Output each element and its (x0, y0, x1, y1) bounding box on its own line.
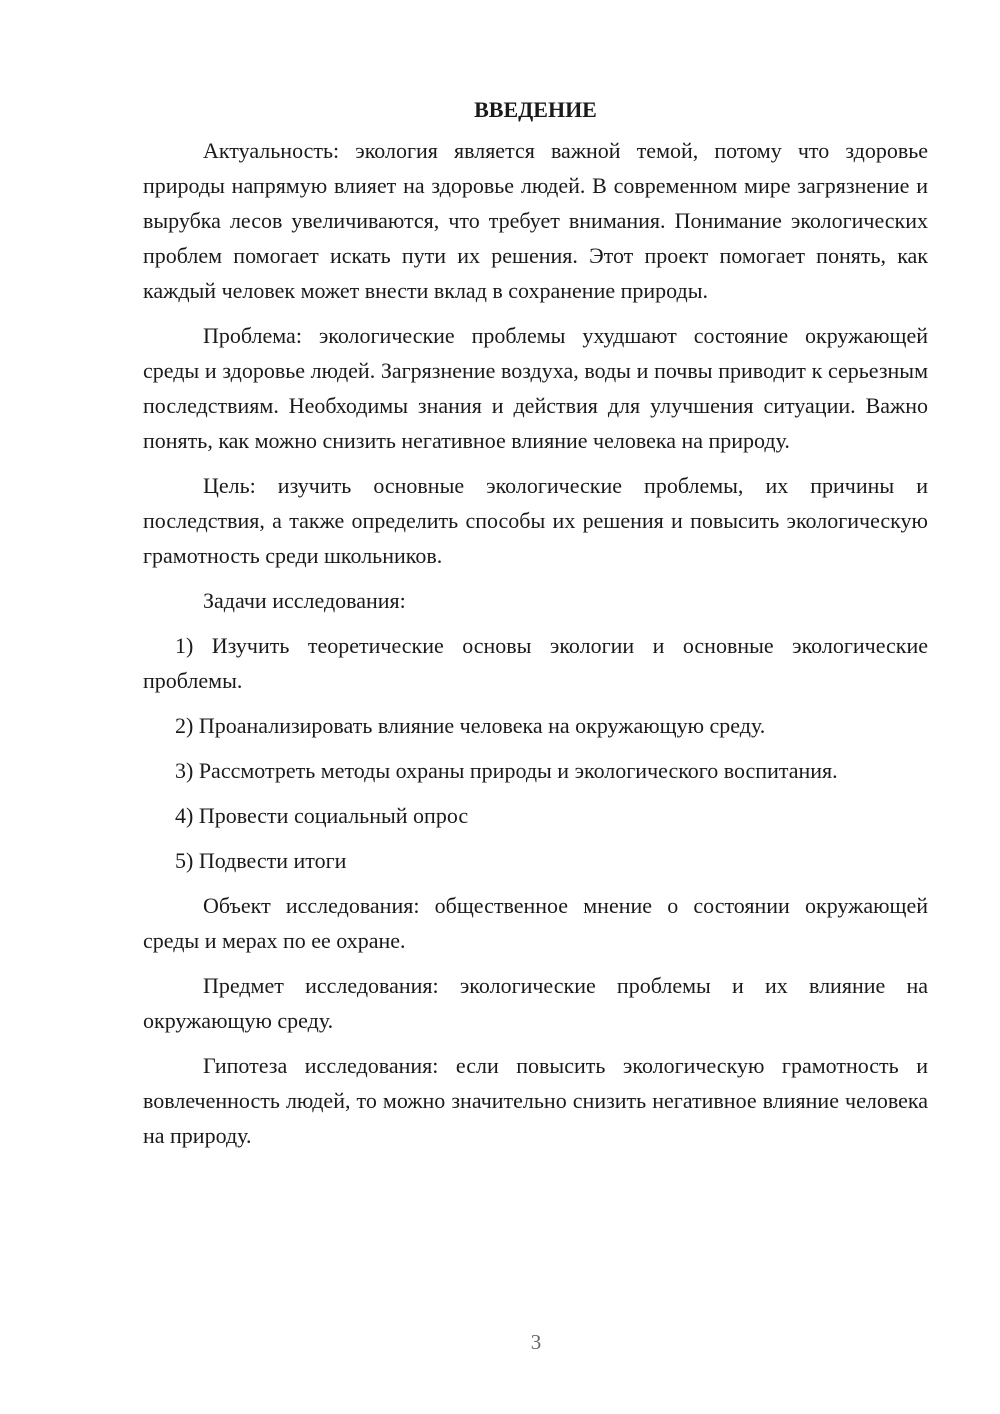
section-title: ВВЕДЕНИЕ (474, 97, 597, 122)
goal-paragraph: Цель: изучить основные экологические проблемы, их причины и последствия, а также определить способы их решения и повысить экологическую грамотность среди школьников. (143, 473, 928, 568)
task-item-5: 5) Подвести итоги (175, 848, 347, 873)
hypothesis-paragraph: Гипотеза исследования: если повысить экологическую грамотность и вовлеченность людей, то можно значительно снизить негативное влияние человека на природу. (143, 1053, 928, 1148)
relevance-paragraph: Актуальность: экология является важной темой, потому что здоровье природы напрямую влияет на здоровье людей. В современном мире загрязнение и вырубка лесов увеличиваются, что требует внимания. Понимание экологических проблем помогает искать пути их решения. Этот проект помогает понять, как каждый человек может внести вклад в сохранение природы. (143, 138, 928, 303)
subject-paragraph: Предмет исследования: экологические проблемы и их влияние на окружающую среду. (143, 973, 928, 1033)
task-item-2: 2) Проанализировать влияние человека на окружающую среду. (175, 713, 766, 738)
object-paragraph: Объект исследования: общественное мнение о состоянии окружающей среды и мерах по ее охране. (143, 893, 928, 953)
task-item-4: 4) Провести социальный опрос (175, 803, 469, 828)
page-number: 3 (530, 1330, 542, 1354)
problem-paragraph: Проблема: экологические проблемы ухудшают состояние окружающей среды и здоровье людей. Загрязнение воздуха, воды и почвы приводит к серьезным последствиям. Необходимы знания и действия для улучшения ситуации. Важно понять, как можно снизить негативное влияние человека на природу. (143, 323, 928, 453)
task-item-1: 1) Изучить теоретические основы экологии и основные экологические проблемы. (143, 633, 928, 693)
task-item-3: 3) Рассмотреть методы охраны природы и экологического воспитания. (175, 758, 838, 783)
tasks-heading: Задачи исследования: (203, 588, 406, 613)
document-page (143, 92, 928, 1153)
